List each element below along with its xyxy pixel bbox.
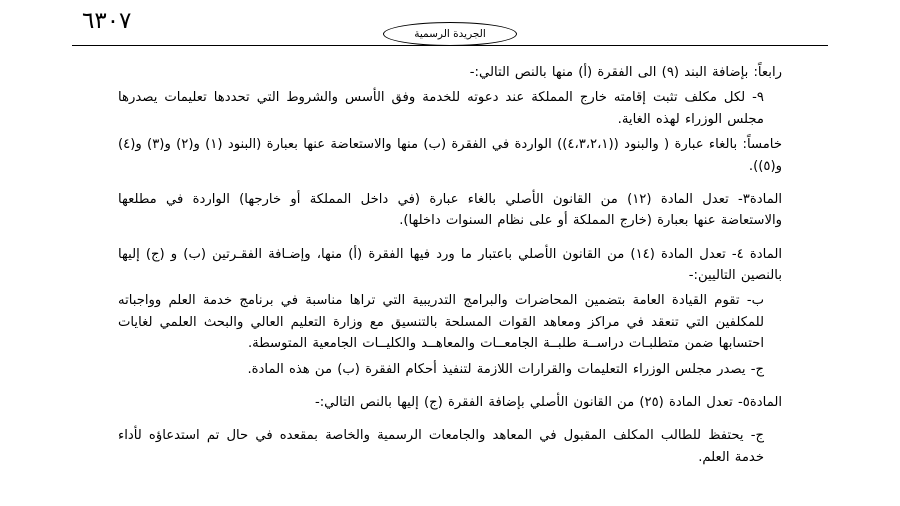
paragraph-fourth: رابعاً: بإضافة البند (٩) الى الفقرة (أ) منها بالنص التالي:- (469, 65, 782, 80)
paragraph-article-3: المادة٣- تعدل المادة (١٢) من القانون الأصلي بالغاء عبارة (في داخل المملكة أو خارجها) الواردة في مطلعها والاستعاضة عنها بعبارة (خارج المملكة أو على نظام السنوات داخلها). (118, 191, 782, 229)
page-number: ٦٣٠٧ (82, 8, 132, 34)
document-body (118, 62, 782, 468)
paragraph-fifth: خامساً: بالغاء عبارة ( والبنود ((٤،٣،٢،١)) الواردة في الفقرة (ب) منها والاستعاضة عنها بعبارة (البنود (١) و(٢) و(٣) و(٤) و(٥)). (118, 137, 782, 174)
paragraph-article-5-clause-j: ج- يحتفظ للطالب المكلف المقبول في المعاهد والجامعات الرسمية والخاصة بمقعده في حال تم استدعاؤه لأداء خدمة العلم. (118, 428, 764, 465)
paragraph-item-9: ٩- لكل مكلف تثبت إقامته خارج المملكة عند دعوته للخدمة وفق الأسس والشروط التي تحددها تعليمات يصدرها مجلس الوزراء لهذه الغاية. (118, 90, 764, 127)
masthead-title: الجريدة الرسمية (414, 27, 486, 40)
masthead-oval (383, 22, 517, 46)
paragraph-article-5: المادة٥- تعدل المادة (٢٥) من القانون الأصلي بإضافة الفقرة (ج) إليها بالنص التالي:- (314, 394, 782, 410)
paragraph-article-4-clause-b: ب- تقوم القيادة العامة بتضمين المحاضرات والبرامج التدريبية التي تراها مناسبة في برنامج خدمة العلم وواجباته للمكلفين التي تنعقد في مراكز ومعاهد القوات المسلحة بالتنسيق مع وزارة التعليم العالي والبحث العلمي لغايات احتسابها ضمن متطلبـات دراســة طلبــة الجامعــات والمعاهــد والكليــات الجامعية المتوسطة. (118, 293, 764, 352)
paragraph-article-4: المادة ٤- تعدل المادة (١٤) من القانون الأصلي باعتبار ما ورد فيها الفقرة (أ) منها، وإضـافة الفقـرتين (ب) و (ج) إليها بالنصين التاليين:- (118, 246, 782, 283)
paragraph-article-4-clause-j: ج- يصدر مجلس الوزراء التعليمات والقرارات اللازمة لتنفيذ أحكام الفقرة (ب) من هذه المادة. (247, 361, 764, 377)
page-header (72, 0, 828, 56)
